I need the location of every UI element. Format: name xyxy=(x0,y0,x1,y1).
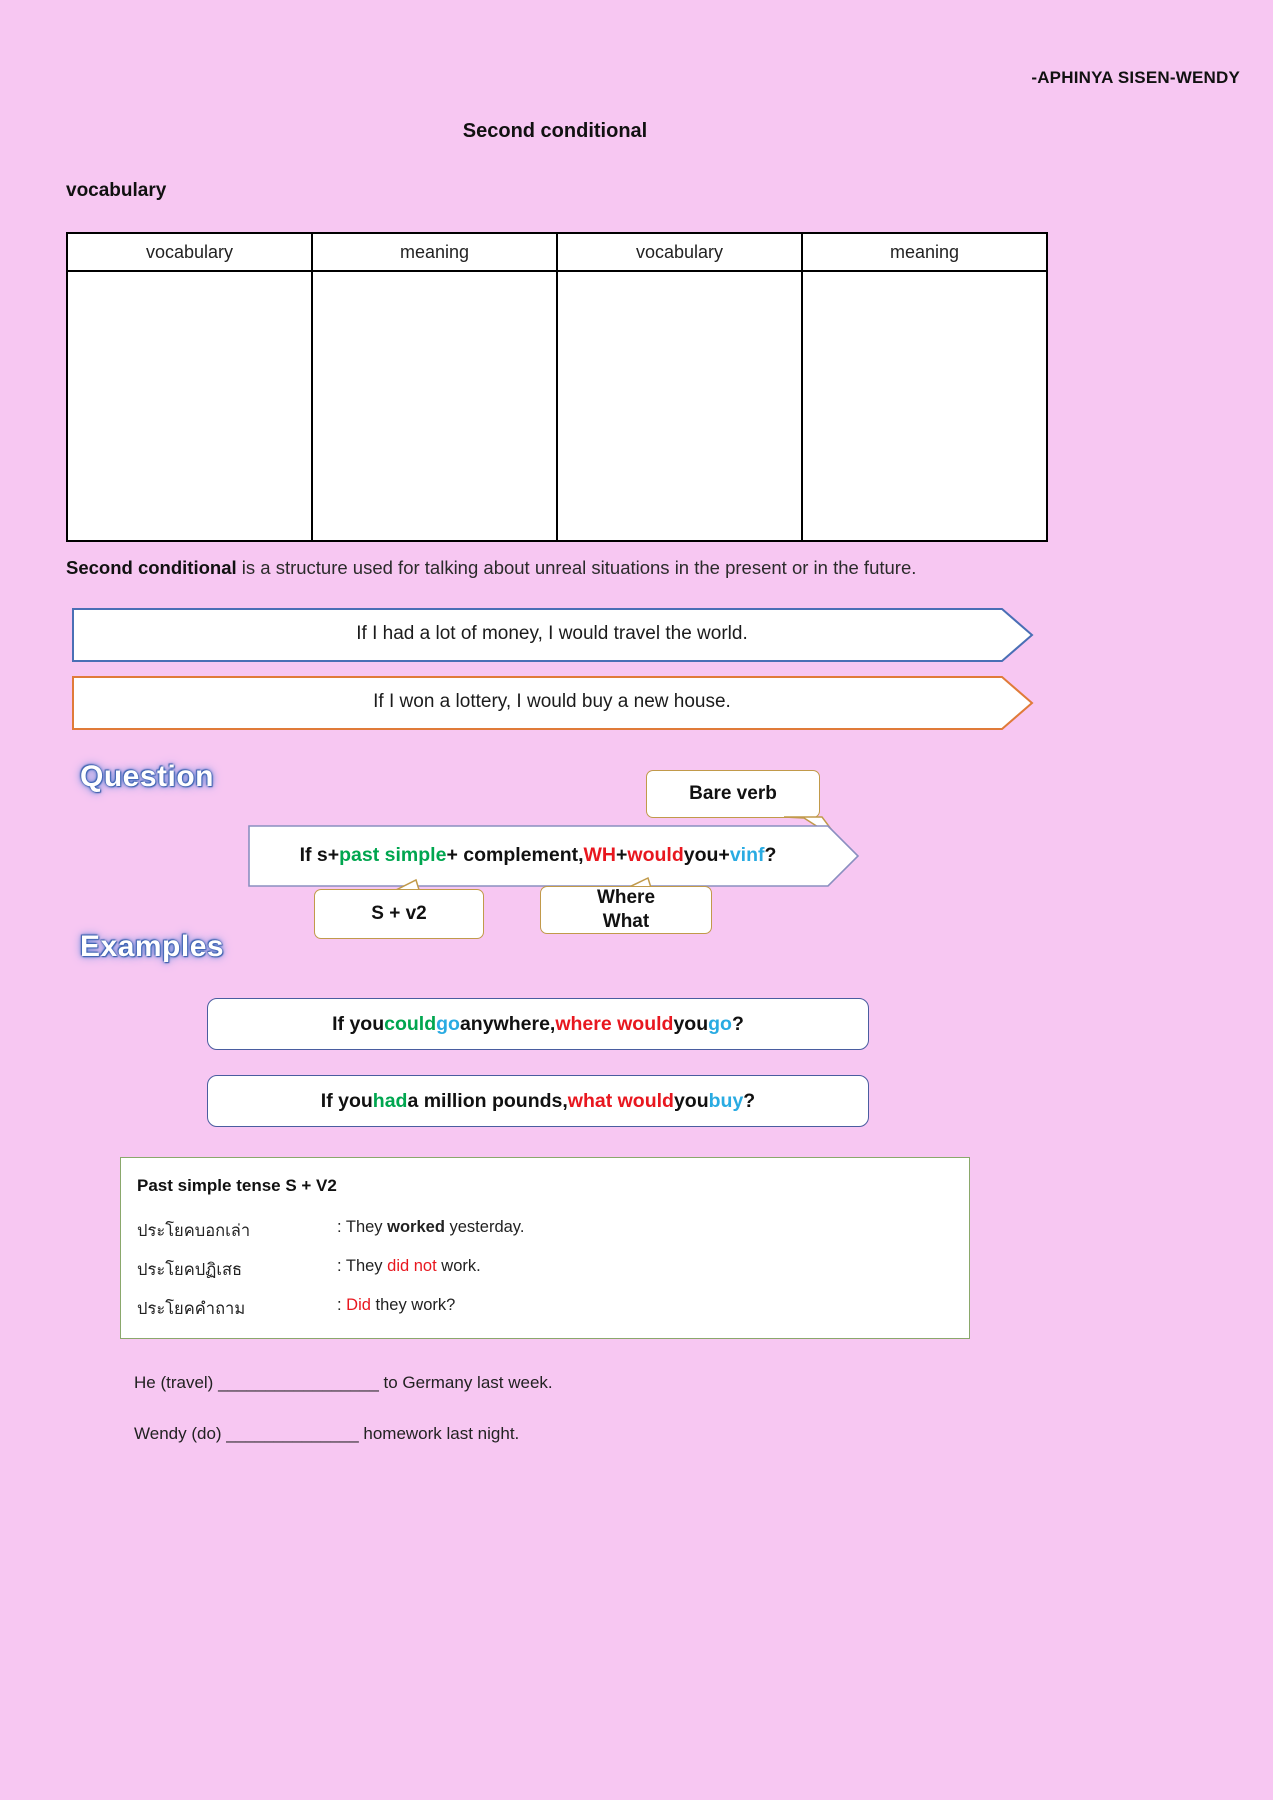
callout-bare-verb xyxy=(646,770,820,818)
past-simple-row-affirmative-en xyxy=(337,1218,524,1244)
exercise-line-1[interactable]: He (travel) _________________ to Germany last week. xyxy=(134,1373,553,1392)
callout-s-v2-label: S + v2 xyxy=(371,903,427,925)
negative-tail: work. xyxy=(436,1257,481,1275)
question-heading: Question xyxy=(80,760,215,793)
formula-part-you: you+ xyxy=(683,843,730,866)
example-2-part-what-would: what would xyxy=(567,1089,674,1112)
callout-wh-words xyxy=(540,886,712,934)
example-1-part-anywhere: anywhere, xyxy=(459,1012,556,1035)
negative-lead: : They xyxy=(337,1257,388,1275)
definition-bold-lead: Second conditional xyxy=(66,557,237,578)
example-1-part-you: you xyxy=(673,1012,709,1035)
structure-formula-text xyxy=(248,825,828,885)
affirmative-bold: worked xyxy=(387,1218,445,1236)
formula-part-past-simple: past simple xyxy=(339,843,447,866)
past-simple-row-question-thai: ประโยคคำถาม xyxy=(137,1300,246,1318)
past-simple-row-affirmative-thai: ประโยคบอกเล่า xyxy=(137,1222,251,1240)
arrow-example-2-text: If I won a lottery, I would buy a new house. xyxy=(373,691,731,712)
example-1-part-go2: go xyxy=(708,1012,732,1035)
past-simple-row-affirmative xyxy=(137,1218,969,1244)
past-simple-panel xyxy=(120,1157,970,1339)
cell-vocabulary-1[interactable] xyxy=(67,271,312,541)
question-red: Did xyxy=(346,1296,371,1314)
author-credit: -APHINYA SISEN-WENDY xyxy=(1031,68,1240,87)
example-2-part-buy: buy xyxy=(708,1089,744,1112)
column-header-vocabulary-1: vocabulary xyxy=(67,233,312,271)
example-1-part-could: could xyxy=(384,1012,437,1035)
callout-wh-word-what: What xyxy=(602,911,650,932)
question-lead: : xyxy=(337,1296,347,1314)
cell-meaning-2[interactable] xyxy=(802,271,1047,541)
example-2-part-you: you xyxy=(673,1089,709,1112)
definition-rest: is a structure used for talking about unreal situations in the present or in the future. xyxy=(236,557,917,578)
past-simple-row-negative-thai: ประโยคปฏิเสธ xyxy=(137,1261,243,1279)
callout-wh-word-where: Where xyxy=(596,887,656,909)
example-2-part-had: had xyxy=(372,1089,408,1112)
vocabulary-label: vocabulary xyxy=(66,180,167,201)
column-header-meaning-2: meaning xyxy=(802,233,1047,271)
callout-s-v2 xyxy=(314,889,484,939)
past-simple-row-question-en xyxy=(337,1296,455,1322)
cell-vocabulary-2[interactable] xyxy=(557,271,802,541)
past-simple-row-question xyxy=(137,1296,969,1322)
cell-meaning-1[interactable] xyxy=(312,271,557,541)
example-1-part-1: If you xyxy=(332,1012,385,1035)
formula-part-qmark: ? xyxy=(764,843,777,866)
example-1-part-qmark: ? xyxy=(731,1012,744,1035)
formula-part-plus: + xyxy=(616,843,628,866)
example-1-part-where-would: where would xyxy=(555,1012,674,1035)
example-1-part-go: go xyxy=(436,1012,460,1035)
formula-part-vinf: vinf xyxy=(729,843,765,866)
example-2-part-1: If you xyxy=(320,1089,373,1112)
formula-part-complement: + complement, xyxy=(446,843,584,866)
exercise-line-2[interactable]: Wendy (do) ______________ homework last night. xyxy=(134,1424,520,1443)
past-simple-panel-title: Past simple tense S + V2 xyxy=(137,1176,337,1195)
example-2-part-million: a million pounds, xyxy=(407,1089,568,1112)
definition-text xyxy=(66,557,1066,579)
column-header-vocabulary-2: vocabulary xyxy=(557,233,802,271)
column-header-meaning-1: meaning xyxy=(312,233,557,271)
examples-heading: Examples xyxy=(80,930,225,963)
example-sentence-1 xyxy=(207,998,869,1050)
arrow-example-1-text: If I had a lot of money, I would travel the world. xyxy=(356,623,748,644)
callout-bare-verb-label: Bare verb xyxy=(689,783,777,805)
question-tail: they work? xyxy=(370,1296,456,1314)
example-2-part-qmark: ? xyxy=(743,1089,756,1112)
page-title: Second conditional xyxy=(462,120,648,142)
past-simple-row-negative xyxy=(137,1257,969,1283)
affirmative-tail: yesterday. xyxy=(444,1218,525,1236)
table-header-row xyxy=(67,233,1047,271)
table-row xyxy=(67,271,1047,541)
formula-part-wh: WH xyxy=(583,843,617,866)
negative-red: did not xyxy=(387,1257,437,1275)
past-simple-row-negative-en xyxy=(337,1257,481,1283)
formula-part-would: would xyxy=(627,843,684,866)
vocabulary-table xyxy=(66,232,1048,542)
example-sentence-2 xyxy=(207,1075,869,1127)
affirmative-lead: : They xyxy=(337,1218,388,1236)
formula-part-if-s: If s+ xyxy=(299,843,340,866)
